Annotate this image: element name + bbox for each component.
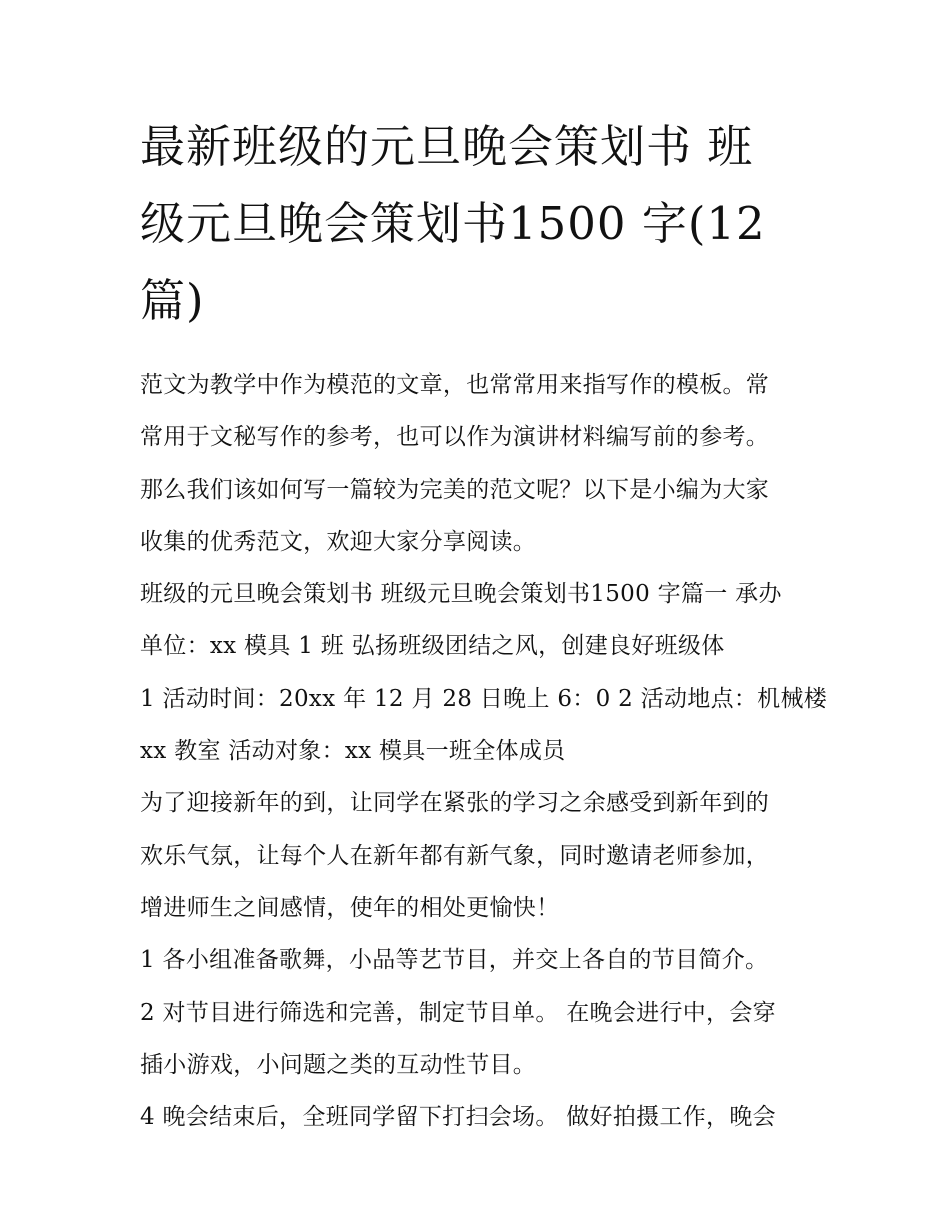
- body-line: 欢乐气氛，让每个人在新年都有新气象，同时邀请老师参加，: [140, 842, 770, 869]
- body-line: 2 对节目进行筛选和完善，制定节目单。 在晚会进行中，会穿: [140, 999, 776, 1026]
- body-line: 为了迎接新年的到，让同学在紧张的学习之余感受到新年到的: [140, 790, 770, 817]
- document-page: [140, 108, 828, 1143]
- body-line: xx 教室 活动对象：xx 模具一班全体成员: [140, 738, 566, 765]
- body-line: 范文为教学中作为模范的文章，也常常用来指写作的模板。常: [140, 372, 770, 398]
- body-line: 那么我们该如何写一篇较为完美的范文呢？以下是小编为大家: [140, 476, 770, 503]
- document-body: [140, 359, 828, 1143]
- body-line: 班级的元旦晚会策划书 班级元旦晚会策划书1500 字篇一 承办: [140, 581, 782, 608]
- body-line: 单位：xx 模具 1 班 弘扬班级团结之风，创建良好班级体: [140, 633, 725, 660]
- document-title: [140, 108, 820, 339]
- body-line: 收集的优秀范文，欢迎大家分享阅读。: [140, 528, 537, 555]
- title-line-1: 最新班级的元旦晚会策划书 班: [140, 120, 754, 173]
- body-line: 1 各小组准备歌舞，小品等艺节目，并交上各自的节目简介。: [140, 947, 769, 974]
- body-line: 增进师生之间感情，使年的相处更愉快！: [140, 894, 560, 921]
- title-line-2: 级元旦晚会策划书1500 字(12: [140, 197, 766, 250]
- body-line: 4 晚会结束后，全班同学留下打扫会场。 做好拍摄工作，晚会: [140, 1104, 776, 1131]
- body-line: 插小游戏，小问题之类的互动性节目。: [140, 1051, 537, 1078]
- body-line: 常用于文秘写作的参考，也可以作为演讲材料编写前的参考。: [140, 424, 770, 451]
- title-line-3: 篇): [140, 274, 205, 327]
- body-line: 1 活动时间：20xx 年 12 月 28 日晚上 6：0 2 活动地点：机械楼: [140, 685, 828, 712]
